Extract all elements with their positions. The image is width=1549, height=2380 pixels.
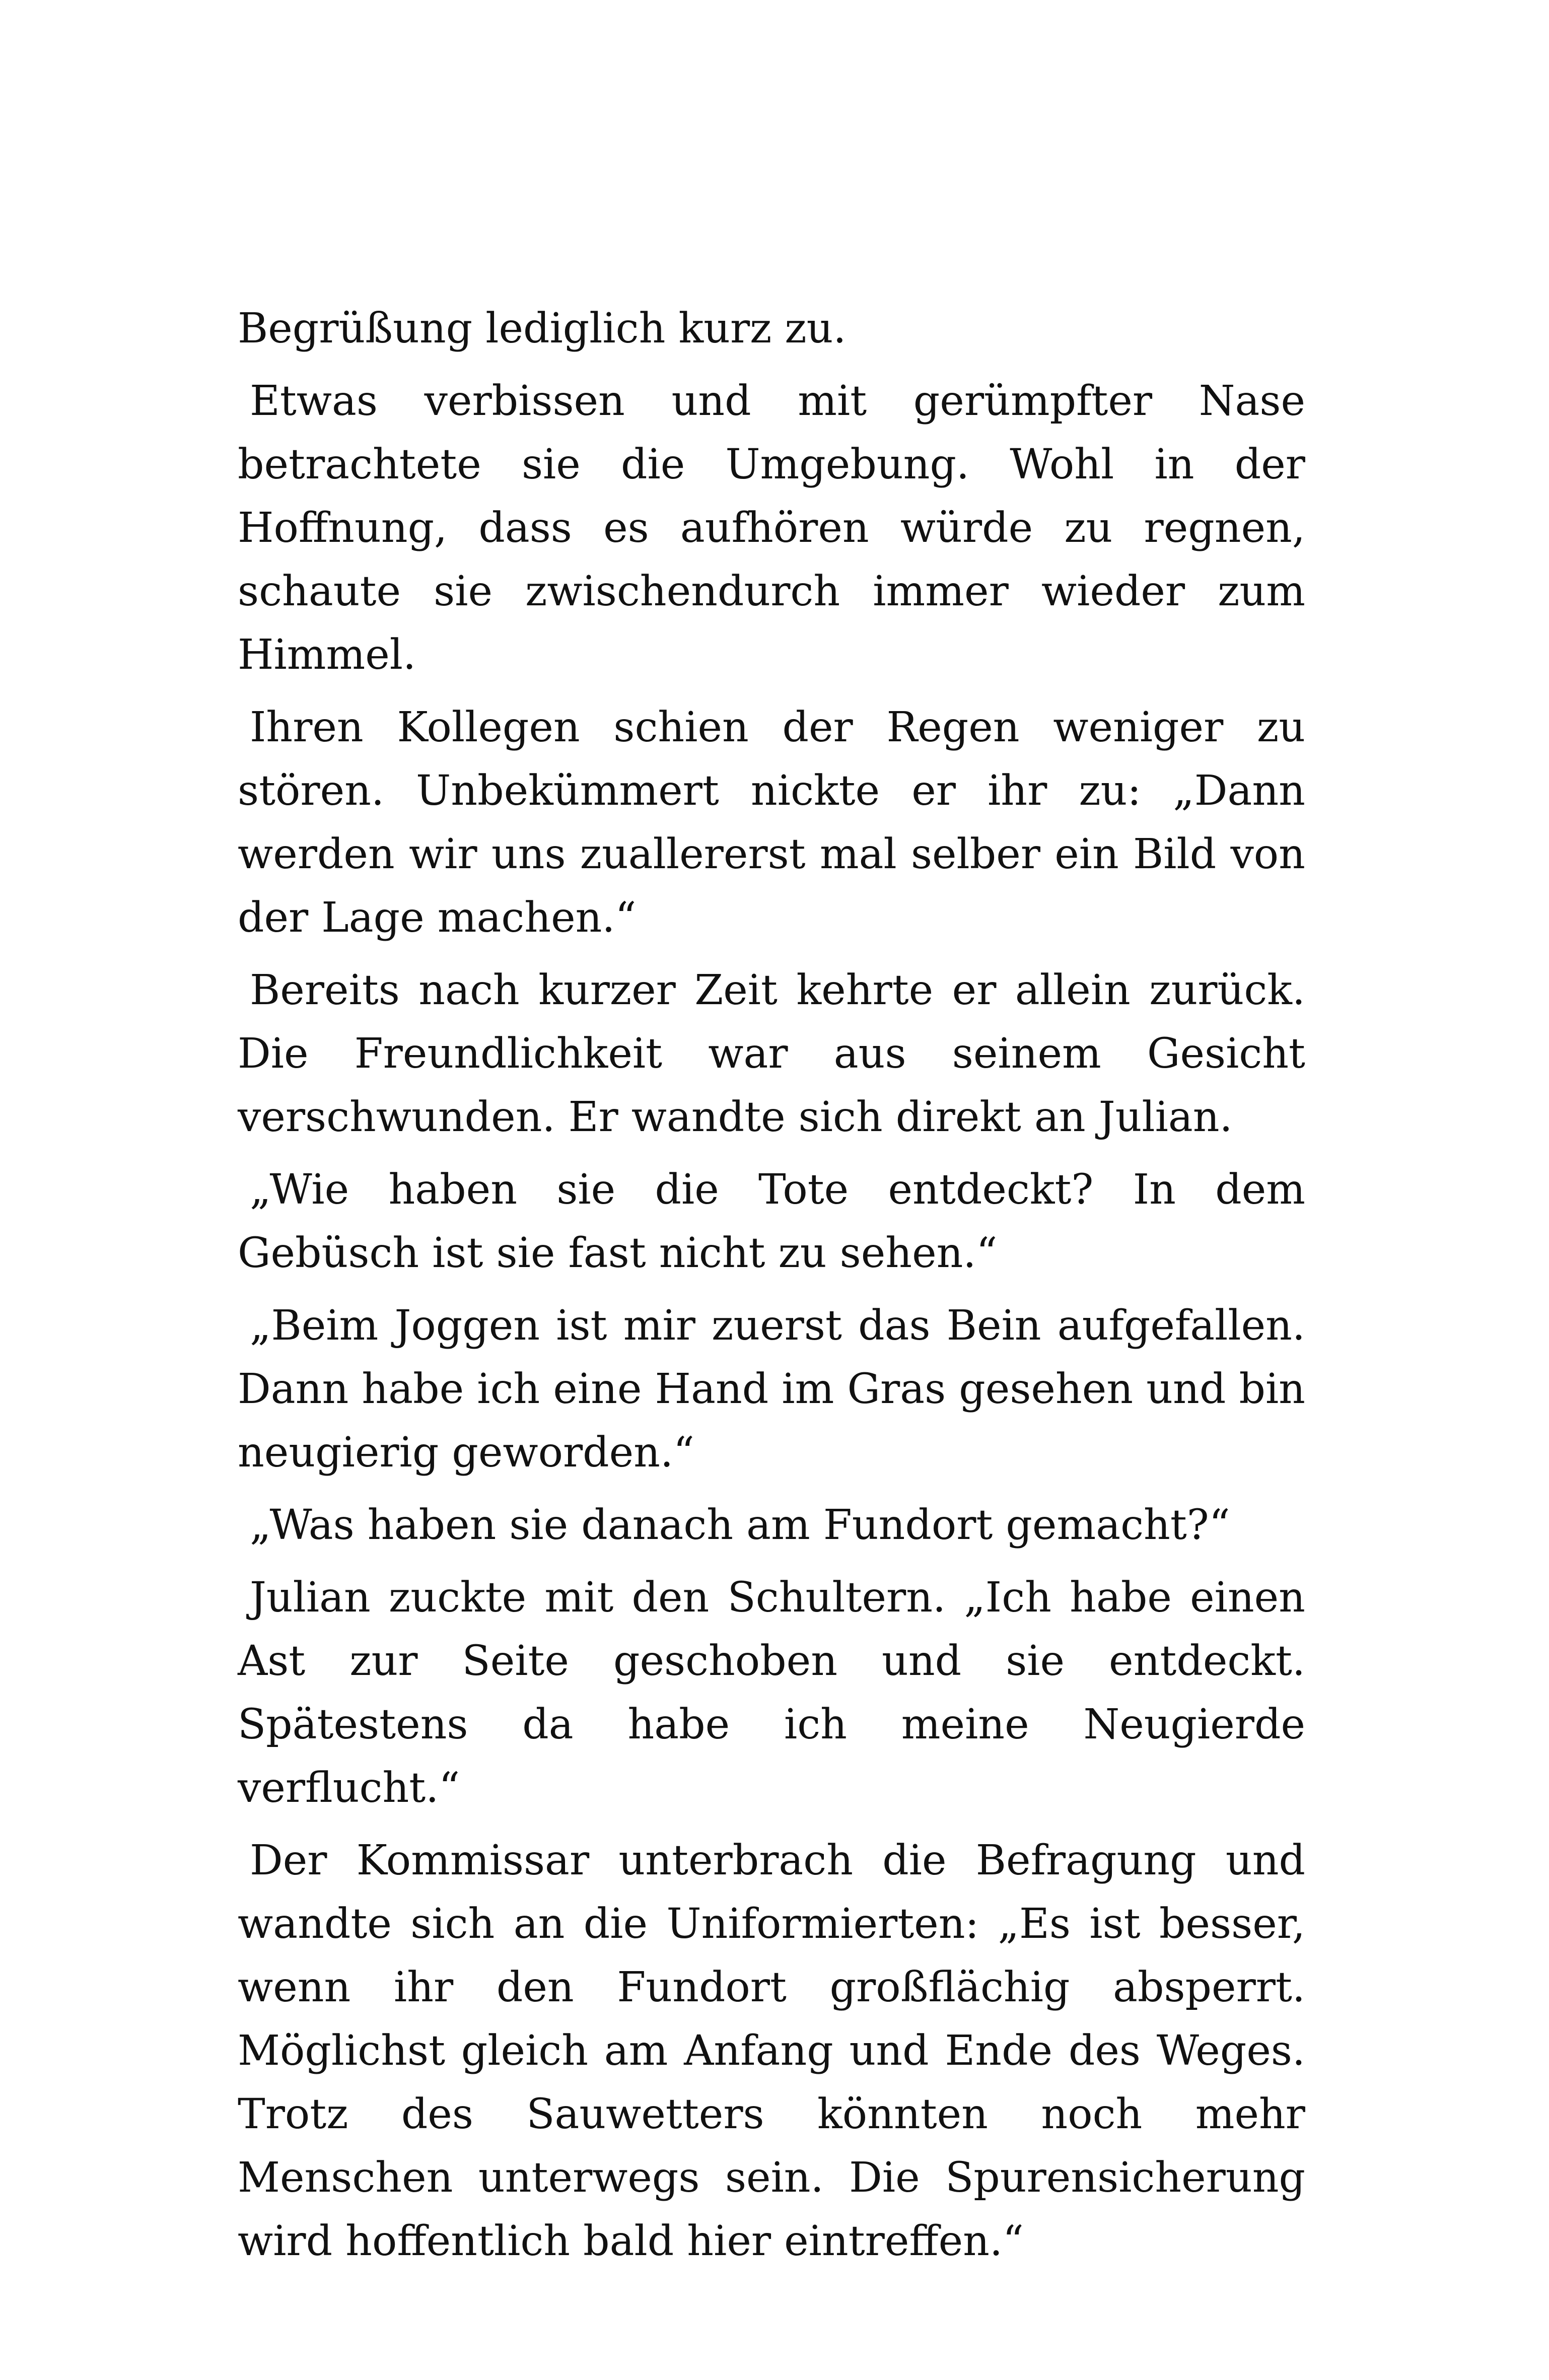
paragraph: „Wie haben sie die Tote entdeckt? In dem Gebüsch ist sie fast nicht zu sehen.“ — [238, 1166, 1305, 1277]
paragraph: „Was haben sie danach am Fundort gemacht?“ — [250, 1501, 1230, 1549]
paragraph: Begrüßung lediglich kurz zu. — [238, 305, 847, 353]
paragraph: Etwas verbissen und mit gerümpfter Nase betrachtete sie die Umgebung. Wohl in der Hoffnung, dass es aufhören würde zu regnen, schaute sie zwischendurch immer wieder zum Himmel. — [238, 377, 1305, 679]
paragraph: Julian zuckte mit den Schultern. „Ich habe einen Ast zur Seite geschoben und sie entdeckt. Spätestens da habe ich meine Neugierde verflucht.“ — [238, 1574, 1305, 1812]
paragraph: Der Kommissar unterbrach die Befragung und wandte sich an die Uniformierten: „Es ist besser, wenn ihr den Fundort großflächig absperrt. Möglichst gleich am Anfang und Ende des Weges. Trotz des Sauwetters könnten noch mehr Menschen unterwegs sein. Die Spurensicherung wird hoffentlich bald hier eintreffen.“ — [238, 1837, 1305, 2265]
paragraph: Bereits nach kurzer Zeit kehrte er allein zurück. Die Freundlichkeit war aus seinem Gesicht verschwunden. Er wandte sich direkt an Julian. — [238, 966, 1305, 1141]
paragraph: „Beim Joggen ist mir zuerst das Bein aufgefallen. Dann habe ich eine Hand im Gras gesehen und bin neugierig geworden.“ — [238, 1302, 1305, 1477]
body-text — [238, 297, 1305, 2282]
paragraph: Ihren Kollegen schien der Regen weniger zu stören. Unbekümmert nickte er ihr zu: „Dann werden wir uns zuallererst mal selber ein Bild von der Lage machen.“ — [238, 704, 1305, 942]
